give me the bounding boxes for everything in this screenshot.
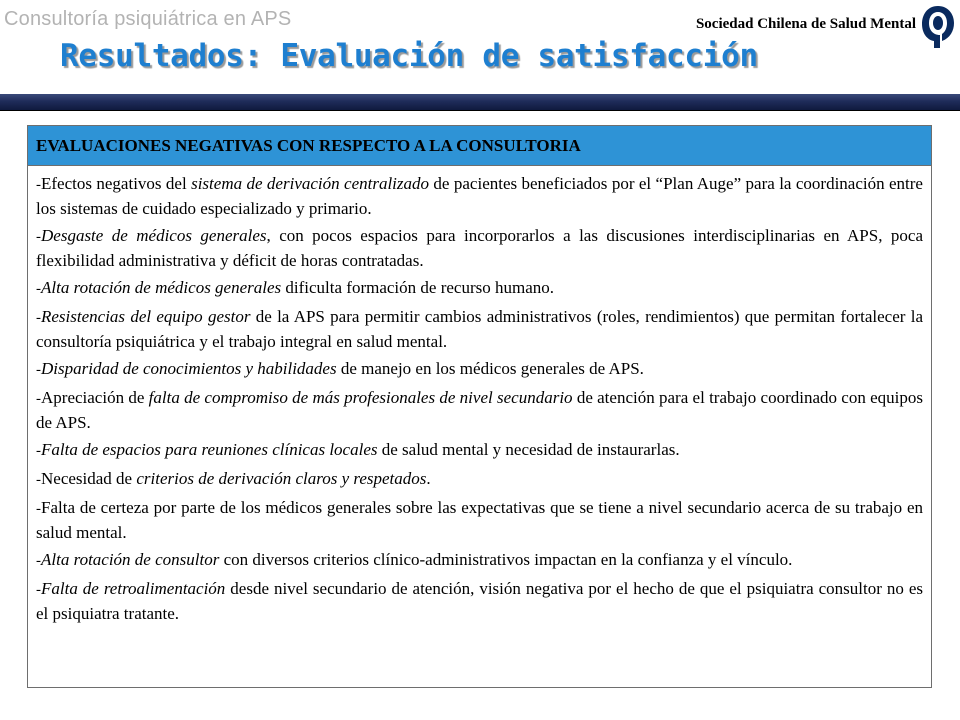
item-text: de salud mental y necesidad de instaurarlas.: [377, 440, 680, 459]
item-text: desde nivel secundario de atención, visión negativa por el hecho de que el psiquiatra consultor no es el psiquiatra tratante.: [36, 579, 923, 623]
list-bullet: -: [36, 501, 41, 517]
item-emphasis: Alta rotación de consultor: [41, 550, 220, 569]
list-item: [36, 172, 923, 220]
list-item: [36, 305, 923, 353]
item-text: .: [426, 469, 431, 488]
item-text: de atención para el trabajo coordinado con equipos de APS.: [36, 388, 923, 432]
table-heading: EVALUACIONES NEGATIVAS CON RESPECTO A LA CONSULTORIA: [28, 126, 931, 166]
item-emphasis: Falta de retroalimentación: [41, 579, 226, 598]
evaluations-table: [27, 125, 932, 688]
item-text: de pacientes beneficiados por el “Plan Auge” para la coordinación entre los sistemas de cuidado especializado y primario.: [36, 174, 923, 218]
list-bullet: -: [36, 281, 41, 297]
item-text: Necesidad de: [41, 469, 137, 488]
item-emphasis: criterios de derivación claros y respetados: [136, 469, 427, 488]
list-bullet: -: [36, 553, 41, 569]
list-bullet: -: [36, 177, 41, 193]
list-item: [36, 357, 923, 382]
list-bullet: -: [36, 362, 41, 378]
list-item: [36, 386, 923, 434]
item-emphasis: Disparidad de conocimientos y habilidades: [41, 359, 337, 378]
list-bullet: -: [36, 582, 41, 598]
organization-logo: [918, 2, 958, 48]
item-text: de la APS para permitir cambios administrativos (roles, rendimientos) que permitan fortalecer la consultoría psiquiátrica y el trabajo integral en salud mental.: [36, 307, 923, 351]
item-emphasis: falta de compromiso de más profesionales de nivel secundario: [148, 388, 573, 407]
item-emphasis: Falta de espacios para reuniones clínicas locales: [41, 440, 378, 459]
header-divider-bar: [0, 94, 960, 111]
item-text: Apreciación de: [41, 388, 149, 407]
item-emphasis: Alta rotación de médicos generales: [41, 278, 282, 297]
list-item: [36, 467, 923, 492]
list-bullet: -: [36, 472, 41, 488]
item-text: dificulta formación de recurso humano.: [281, 278, 555, 297]
list-item: [36, 438, 923, 463]
presentation-subtitle: Consultoría psiquiátrica en APS: [4, 8, 292, 30]
item-text: Falta de certeza por parte de los médicos generales sobre las expectativas que se tiene a nivel secundario acerca de su trabajo en salud mental.: [36, 498, 923, 542]
item-text: con diversos criterios clínico-administrativos impactan en la confianza y el vínculo.: [219, 550, 793, 569]
list-bullet: -: [36, 310, 41, 326]
item-text: , con pocos espacios para incorporarlos a las discusiones interdisciplinarias en APS, poca flexibilidad administrativa y déficit de horas contratadas.: [36, 226, 923, 270]
list-item: [36, 496, 923, 544]
organization-name: Sociedad Chilena de Salud Mental: [695, 16, 916, 32]
list-item: [36, 224, 923, 272]
item-text: Efectos negativos del: [41, 174, 192, 193]
item-emphasis: Resistencias del equipo gestor: [41, 307, 251, 326]
list-item: [36, 577, 923, 625]
table-body: [28, 166, 931, 625]
item-emphasis: sistema de derivación centralizado: [191, 174, 430, 193]
item-text: de manejo en los médicos generales de APS.: [336, 359, 644, 378]
list-bullet: -: [36, 391, 41, 407]
list-bullet: -: [36, 229, 41, 245]
list-item: [36, 276, 923, 301]
page-title: Resultados: Evaluación de satisfacción: [60, 38, 758, 74]
item-emphasis: Desgaste de médicos generales: [41, 226, 267, 245]
list-bullet: -: [36, 443, 41, 459]
list-item: [36, 548, 923, 573]
